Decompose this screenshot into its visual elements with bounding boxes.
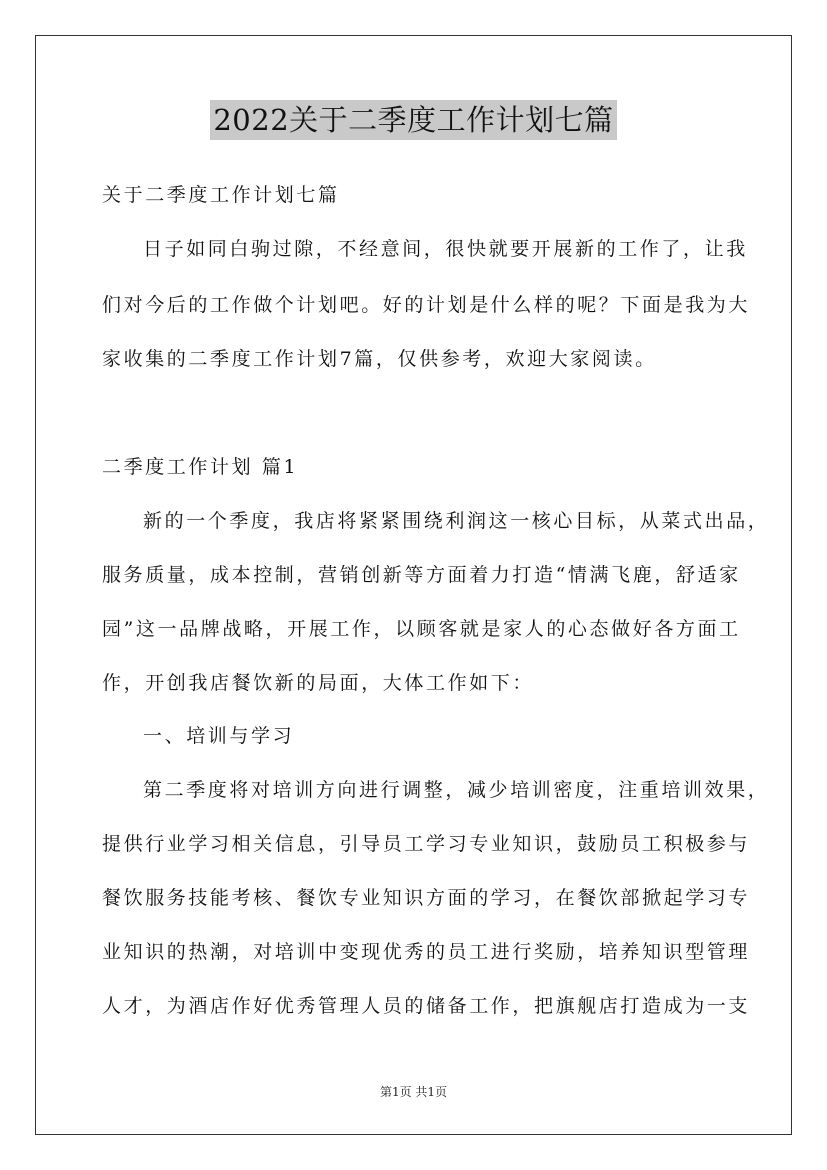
intro-line: 们对今后的工作做个计划吧。好的计划是什么样的呢？下面是我为大 — [102, 294, 751, 316]
item-line: 第二季度将对培训方向进行调整，减少培训密度，注重培训效果， — [143, 779, 770, 801]
item-line: 业知识的热潮，对培训中变现优秀的员工进行奖励，培养知识型管理 — [102, 941, 751, 963]
intro-line: 日子如同白驹过隙，不经意间，很快就要开展新的工作了，让我 — [143, 238, 748, 260]
section-heading: 二季度工作计划 篇1 — [102, 456, 299, 478]
item-heading: 一、培训与学习 — [143, 725, 295, 747]
subtitle: 关于二季度工作计划七篇 — [102, 184, 340, 206]
document-title: 2022关于二季度工作计划七篇 — [210, 100, 616, 140]
section-line: 园”这一品牌战略，开展工作，以顾客就是家人的心态做好各方面工 — [102, 618, 741, 640]
item-line: 提供行业学习相关信息，引导员工学习专业知识，鼓励员工积极参与 — [102, 833, 751, 855]
intro-line: 家收集的二季度工作计划7篇，仅供参考，欢迎大家阅读。 — [102, 348, 657, 370]
title-wrapper — [0, 100, 827, 140]
section-line: 服务质量，成本控制，营销创新等方面着力打造“情满飞鹿，舒适家 — [102, 564, 741, 586]
section-line: 新的一个季度，我店将紧紧围绕利润这一核心目标，从菜式出品， — [143, 510, 770, 532]
page-footer: 第1页 共1页 — [379, 1085, 448, 1099]
section-line: 作，开创我店餐饮新的局面，大体工作如下： — [102, 672, 535, 694]
item-line: 餐饮服务技能考核、餐饮专业知识方面的学习，在餐饮部掀起学习专 — [102, 887, 751, 909]
item-line: 人才，为酒店作好优秀管理人员的储备工作，把旗舰店打造成为一支 — [102, 995, 751, 1017]
